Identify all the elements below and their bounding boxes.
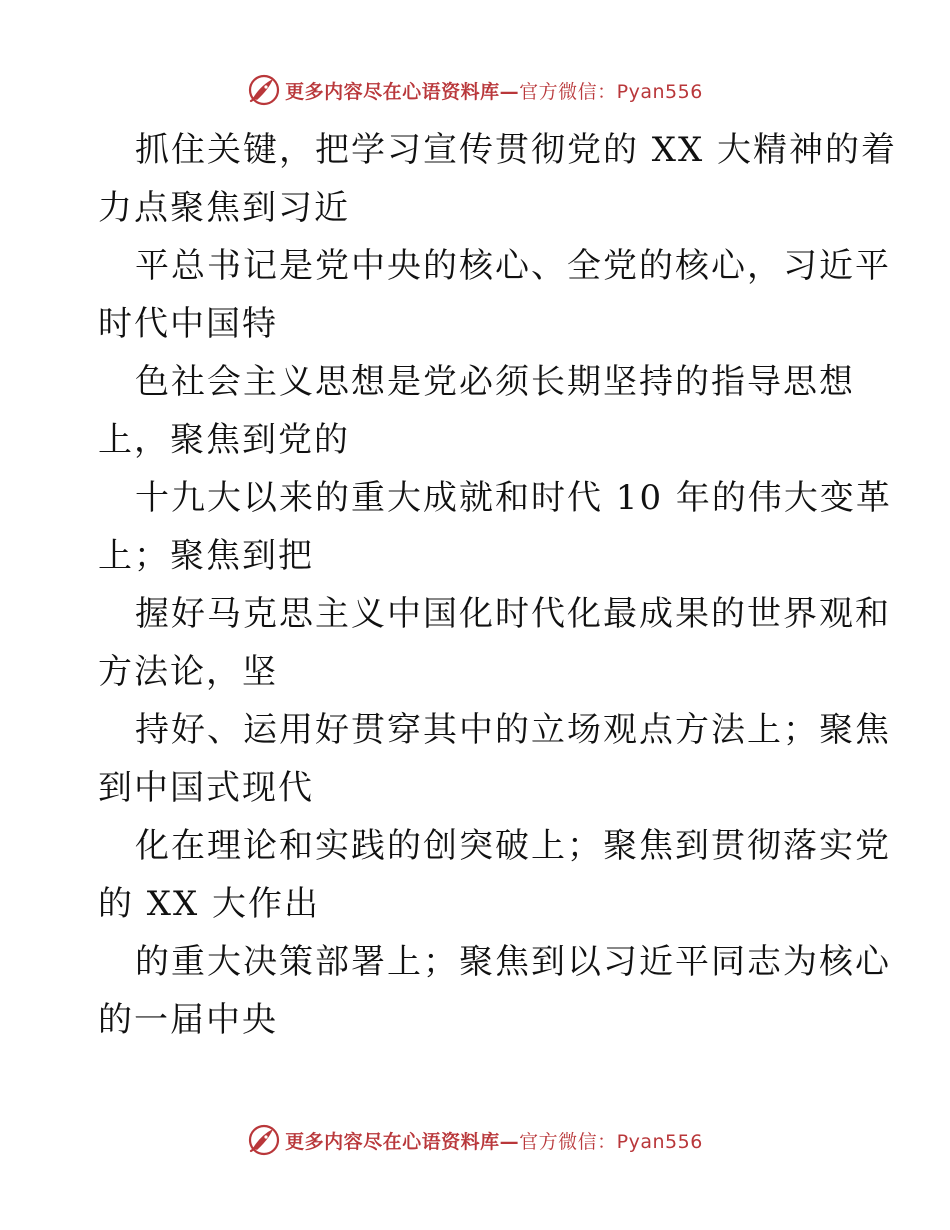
body-line: 上，聚焦到党的 bbox=[98, 420, 350, 460]
body-line: 方法论，坚 bbox=[98, 652, 278, 692]
banner-brand-text: 更多内容尽在心语资料库— bbox=[285, 1130, 520, 1153]
banner-text bbox=[285, 77, 703, 104]
body-line: 上；聚焦到把 bbox=[98, 536, 314, 576]
body-line: 平总书记是党中央的核心、全党的核心，习近平 bbox=[135, 246, 891, 286]
banner-contact-text: 官方微信：Pyan556 bbox=[519, 80, 703, 103]
header-banner bbox=[0, 70, 950, 110]
body-line: 色社会主义思想是党必须长期坚持的指导思想 bbox=[135, 362, 855, 402]
body-line: 到中国式现代 bbox=[98, 768, 314, 808]
footer-banner bbox=[0, 1120, 950, 1160]
body-line: 抓住关键，把学习宣传贯彻党的 XX 大精神的着 bbox=[135, 130, 898, 170]
body-line: 时代中国特 bbox=[98, 304, 278, 344]
body-line: 力点聚焦到习近 bbox=[98, 188, 350, 228]
body-line: 握好马克思主义中国化时代化最成果的世界观和 bbox=[135, 594, 891, 634]
banner-contact-text: 官方微信：Pyan556 bbox=[519, 1130, 703, 1153]
banner-brand-text: 更多内容尽在心语资料库— bbox=[285, 80, 520, 103]
body-line: 十九大以来的重大成就和时代 10 年的伟大变革 bbox=[135, 478, 892, 518]
body-line: 化在理论和实践的创突破上；聚焦到贯彻落实党 bbox=[135, 826, 891, 866]
body-line: 的重大决策部署上；聚焦到以习近平同志为核心 bbox=[135, 942, 891, 982]
body-line: 的 XX 大作出 bbox=[98, 884, 321, 924]
pen-nib-logo-icon bbox=[247, 73, 281, 107]
body-line: 持好、运用好贯穿其中的立场观点方法上；聚焦 bbox=[135, 710, 891, 750]
body-line: 的一届中央 bbox=[98, 1000, 278, 1040]
pen-nib-logo-icon bbox=[247, 1123, 281, 1157]
document-body bbox=[98, 121, 898, 1049]
banner-text bbox=[285, 1127, 703, 1154]
